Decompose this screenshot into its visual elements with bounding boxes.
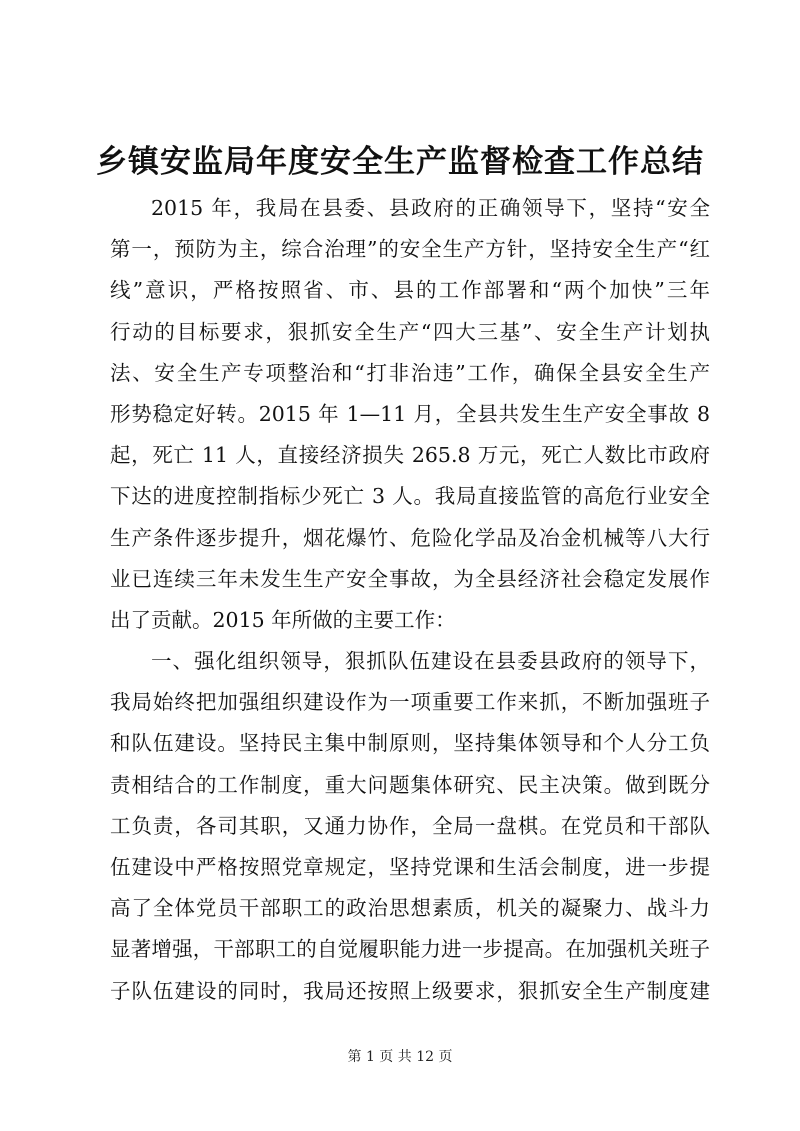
page-footer: 第 1 页 共 12 页 [347,1049,453,1065]
text-line: 伍建设中严格按照党章规定，坚持党课和生活会制度，进一步提 [110,855,710,879]
text-line: 一、强化组织领导，狠抓队伍建设在县委县政府的领导下， [151,649,710,674]
document-title: 乡镇安监局年度安全生产监督检查工作总结 [96,144,704,180]
text-line: 法、安全生产专项整治和“打非治违”工作，确保全县安全生产 [110,360,710,385]
text-line: 下达的进度控制指标少死亡 3 人。我局直接监管的高危行业安全 [110,484,710,509]
text-line: 线”意识，严格按照省、市、县的工作部署和“两个加快”三年 [110,278,710,303]
text-line: 行动的目标要求，狠抓安全生产“四大三基”、安全生产计划执 [110,319,710,344]
text-line: 子队伍建设的同时，我局还按照上级要求，狠抓安全生产制度建 [110,978,710,1003]
text-line: 显著增强，干部职工的自觉履职能力进一步提高。在加强机关班子 [110,937,710,962]
text-line: 高了全体党员干部职工的政治思想素质，机关的凝聚力、战斗力 [110,896,710,921]
document-body [110,188,710,1012]
text-line: 我局始终把加强组织建设作为一项重要工作来抓，不断加强班子 [110,690,710,715]
text-line: 第一，预防为主，综合治理”的安全生产方针，坚持安全生产“红 [110,237,710,262]
text-line: 起，死亡 11 人，直接经济损失 265.8 万元，死亡人数比市政府 [110,443,710,468]
text-line: 工负责，各司其职，又通力协作，全局一盘棋。在党员和干部队 [110,813,710,838]
text-line: 出了贡献。2015 年所做的主要工作： [110,607,456,632]
text-line: 2015 年，我局在县委、县政府的正确领导下，坚持“安全 [151,196,710,220]
text-line: 责相结合的工作制度，重大问题集体研究、民主决策。做到既分 [110,772,710,797]
text-line: 业已连续三年未发生生产安全事故，为全县经济社会稳定发展作 [110,566,710,591]
text-line: 生产条件逐步提升，烟花爆竹、危险化学品及冶金机械等八大行 [110,525,710,550]
text-line: 和队伍建设。坚持民主集中制原则，坚持集体领导和个人分工负 [110,731,710,756]
text-line: 形势稳定好转。2015 年 1—11 月，全县共发生生产安全事故 8 [110,401,710,426]
